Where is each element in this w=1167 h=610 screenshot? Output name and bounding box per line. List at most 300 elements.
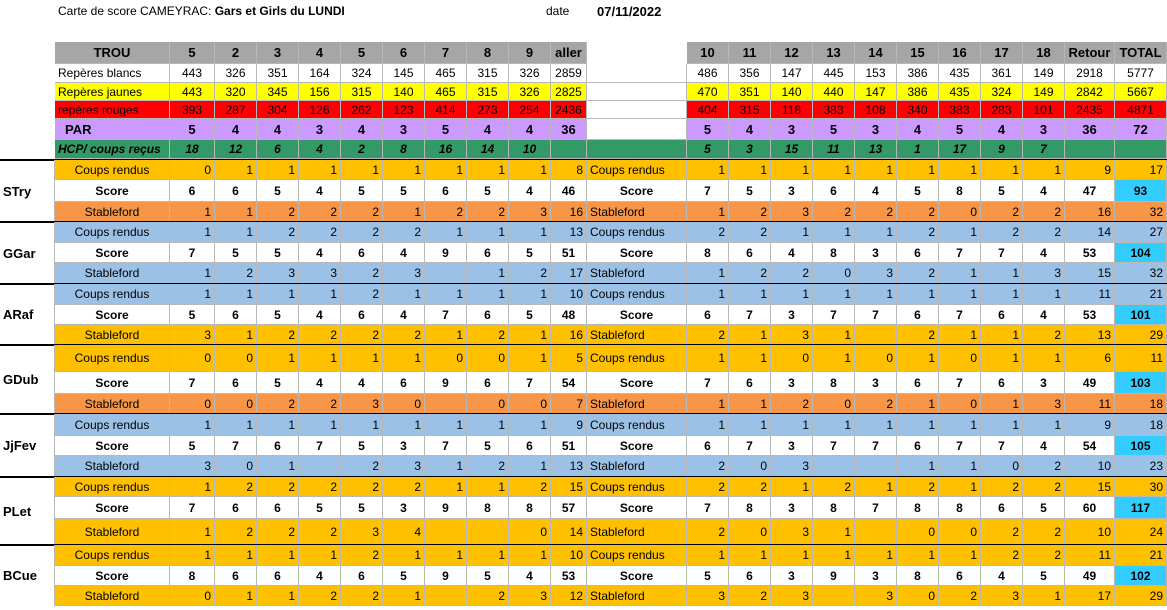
stable-value: 2 (383, 325, 425, 345)
coups-value: 2 (1023, 477, 1065, 497)
course-value: 3 (1023, 119, 1065, 140)
course-value: 4 (509, 119, 551, 140)
coups-value: 1 (981, 284, 1023, 305)
coups-value: 2 (729, 222, 771, 243)
coups-value: 1 (855, 545, 897, 566)
stable-value: 2 (299, 394, 341, 414)
stable-value: 1 (813, 325, 855, 345)
course-total: 72 (1115, 119, 1167, 140)
hcp-value: 13 (855, 140, 897, 159)
coups-value: 1 (341, 345, 383, 372)
coups-value: 1 (939, 160, 981, 180)
coups-aller: 8 (551, 160, 587, 180)
coups-value: 1 (897, 160, 939, 180)
course-retour: 2435 (1065, 101, 1115, 119)
stable-value: 1 (215, 325, 257, 345)
score-value: 6 (425, 180, 467, 202)
date-value: 07/11/2022 (597, 4, 662, 19)
coups-value: 2 (299, 477, 341, 497)
row-label-coups: Coups rendus (587, 545, 687, 566)
score-value: 6 (215, 180, 257, 202)
course-value: 164 (299, 64, 341, 83)
stable-value: 1 (170, 263, 215, 284)
stable-value: 2 (215, 519, 257, 545)
coups-value: 0 (939, 345, 981, 372)
score-value: 6 (729, 566, 771, 586)
stable-value: 0 (813, 394, 855, 414)
course-value: 3 (771, 119, 813, 140)
score-value: 5 (257, 372, 299, 394)
stable-value: 0 (383, 394, 425, 414)
coups-aller: 5 (551, 345, 587, 372)
coups-value: 1 (341, 414, 383, 436)
score-value: 6 (467, 372, 509, 394)
score-value: 5 (1023, 497, 1065, 519)
stable-value: 2 (1023, 325, 1065, 345)
coups-value: 1 (729, 160, 771, 180)
score-value: 5 (341, 497, 383, 519)
hcp-blank (1065, 140, 1115, 159)
score-value: 3 (855, 243, 897, 263)
title-prefix: Carte de score CAMEYRAC: (58, 4, 215, 18)
coups-value: 2 (215, 477, 257, 497)
stable-value: 0 (981, 456, 1023, 477)
header-hole: 11 (729, 42, 771, 64)
score-value: 6 (939, 566, 981, 586)
score-value: 5 (341, 436, 383, 456)
score-value: 9 (425, 372, 467, 394)
hcp-label: HCP/ coups reçus (55, 140, 170, 159)
coups-value: 1 (981, 345, 1023, 372)
score-value: 8 (687, 243, 729, 263)
stable-value: 0 (215, 456, 257, 477)
score-value: 7 (425, 436, 467, 456)
stable-value: 1 (170, 519, 215, 545)
course-value: 5 (939, 119, 981, 140)
coups-value: 2 (299, 222, 341, 243)
hcp-value: 4 (299, 140, 341, 159)
coups-value: 1 (215, 284, 257, 305)
score-total: 117 (1115, 497, 1167, 519)
row-label-score: Score (587, 497, 687, 519)
course-value: 3 (383, 119, 425, 140)
stable-value: 2 (467, 325, 509, 345)
score-value: 4 (383, 305, 425, 325)
coups-value: 1 (257, 284, 299, 305)
coups-value: 1 (771, 284, 813, 305)
stable-value: 2 (729, 586, 771, 606)
stable-value: 2 (855, 202, 897, 222)
course-value: 4 (981, 119, 1023, 140)
course-value: 4 (215, 119, 257, 140)
row-label-stable: Stableford (55, 519, 170, 545)
row-label-coups: Coups rendus (55, 160, 170, 180)
score-aller: 53 (551, 566, 587, 586)
coups-value: 1 (729, 345, 771, 372)
score-value: 8 (897, 497, 939, 519)
score-value: 7 (939, 243, 981, 263)
course-row-label: Repères jaunes (55, 83, 170, 101)
stable-value (855, 325, 897, 345)
title-name: Gars et Girls du LUNDI (214, 4, 345, 18)
course-value: 351 (257, 64, 299, 83)
row-label-coups: Coups rendus (587, 284, 687, 305)
header-hole: 17 (981, 42, 1023, 64)
coups-value: 1 (729, 545, 771, 566)
stable-value: 2 (299, 519, 341, 545)
row-label-coups: Coups rendus (587, 160, 687, 180)
row-label-coups: Coups rendus (587, 414, 687, 436)
stable-value: 1 (687, 394, 729, 414)
course-value: 486 (687, 64, 729, 83)
score-value: 3 (855, 566, 897, 586)
coups-value: 2 (383, 222, 425, 243)
header-aller: aller (551, 42, 587, 64)
row-label-stable: Stableford (587, 325, 687, 345)
score-value: 4 (1023, 243, 1065, 263)
course-value: 283 (981, 101, 1023, 119)
coups-value: 1 (170, 284, 215, 305)
row-label-score: Score (55, 497, 170, 519)
course-value: 326 (509, 83, 551, 101)
course-total: 5777 (1115, 64, 1167, 83)
score-value: 5 (299, 497, 341, 519)
coups-value: 1 (170, 414, 215, 436)
stable-value: 0 (215, 394, 257, 414)
coups-value: 1 (855, 414, 897, 436)
course-aller: 36 (551, 119, 587, 140)
stable-value: 2 (1023, 202, 1065, 222)
hcp-value: 1 (897, 140, 939, 159)
stable-retour: 10 (1065, 519, 1115, 545)
coups-value: 1 (855, 222, 897, 243)
coups-value: 1 (687, 345, 729, 372)
blank-cell (587, 83, 687, 101)
coups-aller: 13 (551, 222, 587, 243)
stable-value: 3 (383, 263, 425, 284)
stable-value: 2 (467, 202, 509, 222)
stable-total: 24 (1115, 519, 1167, 545)
coups-value: 1 (215, 222, 257, 243)
stable-total: 32 (1115, 202, 1167, 222)
score-value: 4 (771, 243, 813, 263)
score-value: 6 (729, 243, 771, 263)
hcp-value: 11 (813, 140, 855, 159)
score-total: 93 (1115, 180, 1167, 202)
stable-value: 1 (939, 456, 981, 477)
stable-value (425, 263, 467, 284)
score-aller: 51 (551, 243, 587, 263)
score-value: 6 (687, 305, 729, 325)
score-value: 7 (729, 436, 771, 456)
score-value: 6 (897, 243, 939, 263)
coups-value: 2 (341, 545, 383, 566)
stable-value: 1 (425, 325, 467, 345)
coups-value: 1 (687, 414, 729, 436)
score-value: 4 (341, 372, 383, 394)
score-value: 7 (687, 497, 729, 519)
stable-value: 2 (771, 394, 813, 414)
coups-value: 1 (425, 284, 467, 305)
score-value: 5 (1023, 566, 1065, 586)
coups-value: 1 (257, 414, 299, 436)
score-value: 6 (813, 180, 855, 202)
stable-retour: 11 (1065, 394, 1115, 414)
coups-value: 1 (341, 160, 383, 180)
coups-value: 1 (170, 222, 215, 243)
course-row-label: PAR (55, 119, 170, 140)
course-value: 324 (341, 64, 383, 83)
score-value: 6 (170, 180, 215, 202)
stable-value: 2 (299, 325, 341, 345)
stable-value: 1 (729, 325, 771, 345)
course-value: 149 (1023, 83, 1065, 101)
score-value: 6 (383, 372, 425, 394)
coups-value: 1 (383, 545, 425, 566)
score-value: 3 (771, 372, 813, 394)
score-value: 7 (981, 436, 1023, 456)
stable-value: 1 (425, 456, 467, 477)
stable-value: 3 (855, 263, 897, 284)
stable-value: 0 (939, 202, 981, 222)
coups-value: 1 (257, 160, 299, 180)
stable-total: 32 (1115, 263, 1167, 284)
score-value: 5 (467, 436, 509, 456)
course-value: 108 (855, 101, 897, 119)
course-value: 315 (467, 83, 509, 101)
row-label-stable: Stableford (55, 263, 170, 284)
course-value: 351 (729, 83, 771, 101)
player-name: ARaf (0, 284, 55, 345)
header-hole: 3 (257, 42, 299, 64)
coups-retour: 11 (1065, 545, 1115, 566)
row-label-score: Score (587, 566, 687, 586)
score-value: 3 (771, 497, 813, 519)
row-label-score: Score (55, 436, 170, 456)
coups-value: 1 (687, 545, 729, 566)
coups-value: 2 (981, 545, 1023, 566)
score-value: 4 (855, 180, 897, 202)
coups-value: 2 (1023, 545, 1065, 566)
stable-value: 2 (341, 325, 383, 345)
coups-value: 1 (299, 414, 341, 436)
row-label-score: Score (587, 305, 687, 325)
header-retour: Retour (1065, 42, 1115, 64)
hcp-value: 14 (467, 140, 509, 159)
stable-value (425, 394, 467, 414)
coups-value: 2 (383, 477, 425, 497)
stable-value: 3 (341, 394, 383, 414)
course-value: 315 (729, 101, 771, 119)
score-total: 105 (1115, 436, 1167, 456)
stable-value: 2 (509, 263, 551, 284)
coups-retour: 15 (1065, 477, 1115, 497)
row-label-score: Score (55, 180, 170, 202)
score-value: 5 (467, 180, 509, 202)
coups-aller: 10 (551, 284, 587, 305)
score-value: 7 (170, 372, 215, 394)
score-value: 7 (215, 436, 257, 456)
course-value: 383 (939, 101, 981, 119)
score-value: 5 (687, 566, 729, 586)
stable-value: 3 (981, 586, 1023, 606)
score-retour: 47 (1065, 180, 1115, 202)
course-total: 4871 (1115, 101, 1167, 119)
course-value: 465 (425, 83, 467, 101)
stable-value: 2 (939, 586, 981, 606)
stable-aller: 14 (551, 519, 587, 545)
row-label-stable: Stableford (55, 202, 170, 222)
coups-value: 2 (257, 477, 299, 497)
stable-value: 2 (341, 586, 383, 606)
coups-value: 1 (771, 477, 813, 497)
course-aller: 2825 (551, 83, 587, 101)
header-hole: 8 (467, 42, 509, 64)
row-label-stable: Stableford (587, 202, 687, 222)
header-hole: 2 (215, 42, 257, 64)
score-value: 7 (939, 436, 981, 456)
stable-value: 2 (897, 325, 939, 345)
coups-total: 18 (1115, 414, 1167, 436)
course-value: 123 (383, 101, 425, 119)
stable-value: 3 (771, 202, 813, 222)
coups-value: 1 (981, 160, 1023, 180)
header-hole: 9 (509, 42, 551, 64)
stable-value: 0 (939, 394, 981, 414)
row-label-stable: Stableford (587, 519, 687, 545)
coups-value: 1 (939, 545, 981, 566)
coups-value: 1 (509, 222, 551, 243)
row-label-coups: Coups rendus (55, 222, 170, 243)
coups-value: 0 (170, 345, 215, 372)
coups-retour: 9 (1065, 414, 1115, 436)
row-label-score: Score (55, 243, 170, 263)
score-value: 6 (215, 497, 257, 519)
score-value: 5 (509, 305, 551, 325)
stable-value: 2 (1023, 519, 1065, 545)
score-value: 7 (170, 497, 215, 519)
coups-value: 1 (257, 545, 299, 566)
stable-value (467, 519, 509, 545)
course-aller: 2859 (551, 64, 587, 83)
score-aller: 46 (551, 180, 587, 202)
header-hole: 4 (299, 42, 341, 64)
score-value: 6 (257, 436, 299, 456)
coups-value: 1 (170, 545, 215, 566)
stable-value: 1 (813, 519, 855, 545)
course-value: 5 (813, 119, 855, 140)
coups-value: 1 (383, 345, 425, 372)
course-value: 383 (813, 101, 855, 119)
score-value: 5 (509, 243, 551, 263)
stable-value: 3 (170, 325, 215, 345)
score-value: 5 (341, 180, 383, 202)
score-value: 7 (813, 305, 855, 325)
stable-value: 0 (170, 394, 215, 414)
sheet-title (58, 4, 345, 18)
score-value: 4 (299, 305, 341, 325)
course-value: 393 (170, 101, 215, 119)
stable-value: 2 (981, 202, 1023, 222)
row-label-score: Score (587, 372, 687, 394)
score-value: 6 (341, 305, 383, 325)
course-value: 118 (771, 101, 813, 119)
coups-value: 1 (729, 284, 771, 305)
course-value: 254 (509, 101, 551, 119)
coups-value: 1 (425, 545, 467, 566)
coups-value: 1 (467, 222, 509, 243)
stable-value: 2 (257, 519, 299, 545)
coups-value: 1 (981, 414, 1023, 436)
player-name: PLet (0, 477, 55, 545)
score-value: 7 (299, 436, 341, 456)
stable-value: 1 (897, 456, 939, 477)
coups-value: 1 (813, 345, 855, 372)
date-label: date (546, 4, 570, 18)
score-value: 8 (729, 497, 771, 519)
stable-value: 3 (771, 519, 813, 545)
row-label-score: Score (55, 566, 170, 586)
coups-total: 17 (1115, 160, 1167, 180)
stable-value: 3 (170, 456, 215, 477)
course-row-label: Repères blancs (55, 64, 170, 83)
score-value: 3 (383, 497, 425, 519)
coups-value: 1 (425, 160, 467, 180)
coups-value: 1 (939, 222, 981, 243)
row-label-coups: Coups rendus (55, 545, 170, 566)
coups-value: 1 (425, 222, 467, 243)
coups-value: 2 (341, 284, 383, 305)
coups-value: 1 (467, 414, 509, 436)
stable-value: 1 (729, 394, 771, 414)
coups-value: 2 (687, 222, 729, 243)
stable-value: 2 (771, 263, 813, 284)
stable-value: 1 (939, 263, 981, 284)
coups-value: 1 (299, 345, 341, 372)
coups-value: 1 (855, 477, 897, 497)
header-hole: 5 (341, 42, 383, 64)
header-hole: 14 (855, 42, 897, 64)
course-value: 3 (299, 119, 341, 140)
course-value: 440 (813, 83, 855, 101)
stable-value: 2 (687, 325, 729, 345)
blank-cell (587, 101, 687, 119)
coups-value: 1 (299, 160, 341, 180)
course-value: 404 (687, 101, 729, 119)
coups-value: 0 (170, 160, 215, 180)
coups-value: 1 (771, 160, 813, 180)
coups-value: 1 (1023, 345, 1065, 372)
coups-value: 1 (215, 160, 257, 180)
course-value: 140 (771, 83, 813, 101)
stable-value: 1 (939, 325, 981, 345)
course-value: 5 (170, 119, 215, 140)
stable-value: 1 (383, 586, 425, 606)
stable-value: 2 (299, 586, 341, 606)
score-value: 8 (813, 243, 855, 263)
row-label-stable: Stableford (55, 586, 170, 606)
coups-value: 2 (341, 477, 383, 497)
course-value: 443 (170, 64, 215, 83)
score-value: 5 (897, 180, 939, 202)
course-value: 465 (425, 64, 467, 83)
stable-value: 0 (170, 586, 215, 606)
stable-value: 2 (897, 263, 939, 284)
coups-value: 0 (425, 345, 467, 372)
stable-value: 3 (341, 519, 383, 545)
course-value: 470 (687, 83, 729, 101)
course-value: 287 (215, 101, 257, 119)
